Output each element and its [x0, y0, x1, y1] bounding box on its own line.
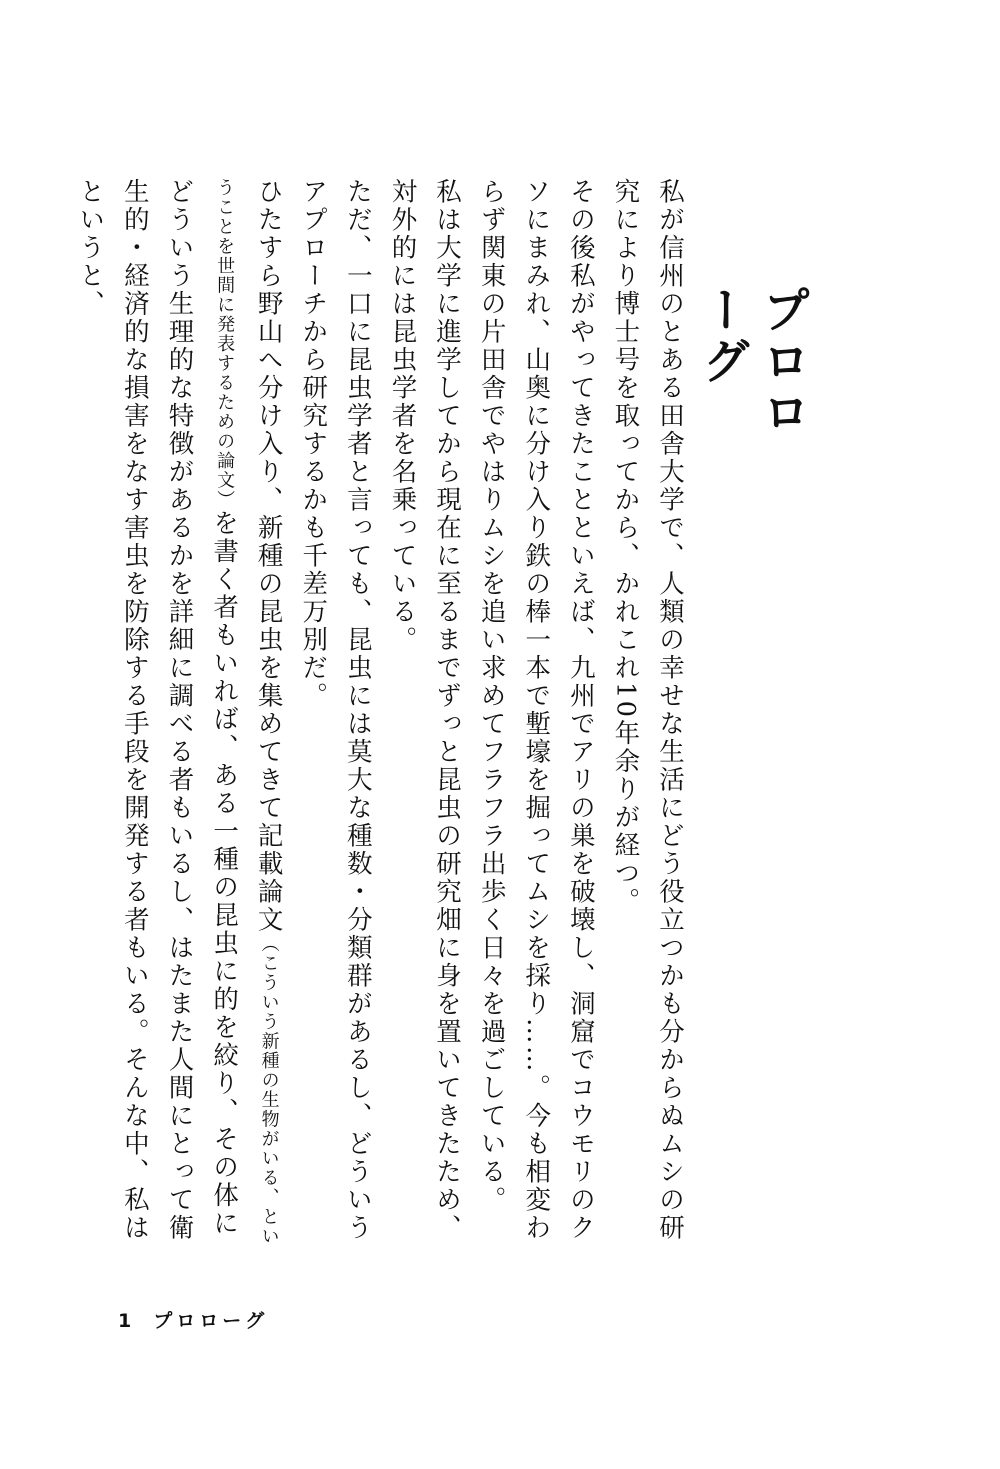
- paragraph-4: ただ、一口に昆虫学者と言っても、昆虫には莫大な種数・分類群があるし、どういうアプローチから研究するかも千差万別だ。: [298, 178, 373, 1242]
- paragraph-3: 私は大学に進学してから現在に至るまでずっと昆虫の研究畑に身を置いてきたため、対外的には昆虫学者を名乗っている。: [387, 178, 463, 1242]
- paragraph-1: 私が信州のとある田舎大学で、人類の幸せな生活にどう役立つかも分からぬムシの研究により博士号を取ってから、かれこれ10年余りが経つ。: [610, 178, 685, 1242]
- paragraph-5-note: （こういう新種の生物がいる、ということを世間に発表するための論文）: [214, 178, 280, 1246]
- paragraph-2: その後私がやってきたことといえば、九州でアリの巣を破壊し、洞窟でコウモリのクソにまみれ、山奥に分け入り鉄の棒一本で塹壕を掘ってムシを採り……。今も相変わらず関東の片田舎でやはりムシを追い求めてフラフラ出歩く日々を過ごしている。: [476, 178, 596, 1242]
- body-text: [75, 178, 692, 1253]
- paragraph-5-part-a: ひたすら野山へ分け入り、新種の昆虫を集めてきて記載論文: [253, 178, 284, 934]
- page-number: 1: [118, 1310, 132, 1332]
- page-footer: [118, 1306, 268, 1336]
- paragraph-5: [68, 178, 291, 1253]
- paragraph-5-part-b: を書く者もいれば、ある一種の昆虫に的を絞り、その体にどういう生理的な特徴があるかを詳細に調べる者もいるし、はたまた人間にとって衛生的・経済的な損害をなす害虫を防除する手段を開発する者もいる。そんな中、私はというと、: [75, 178, 240, 1242]
- running-title: プロローグ: [153, 1310, 269, 1332]
- chapter-title: プロローグ: [694, 285, 810, 438]
